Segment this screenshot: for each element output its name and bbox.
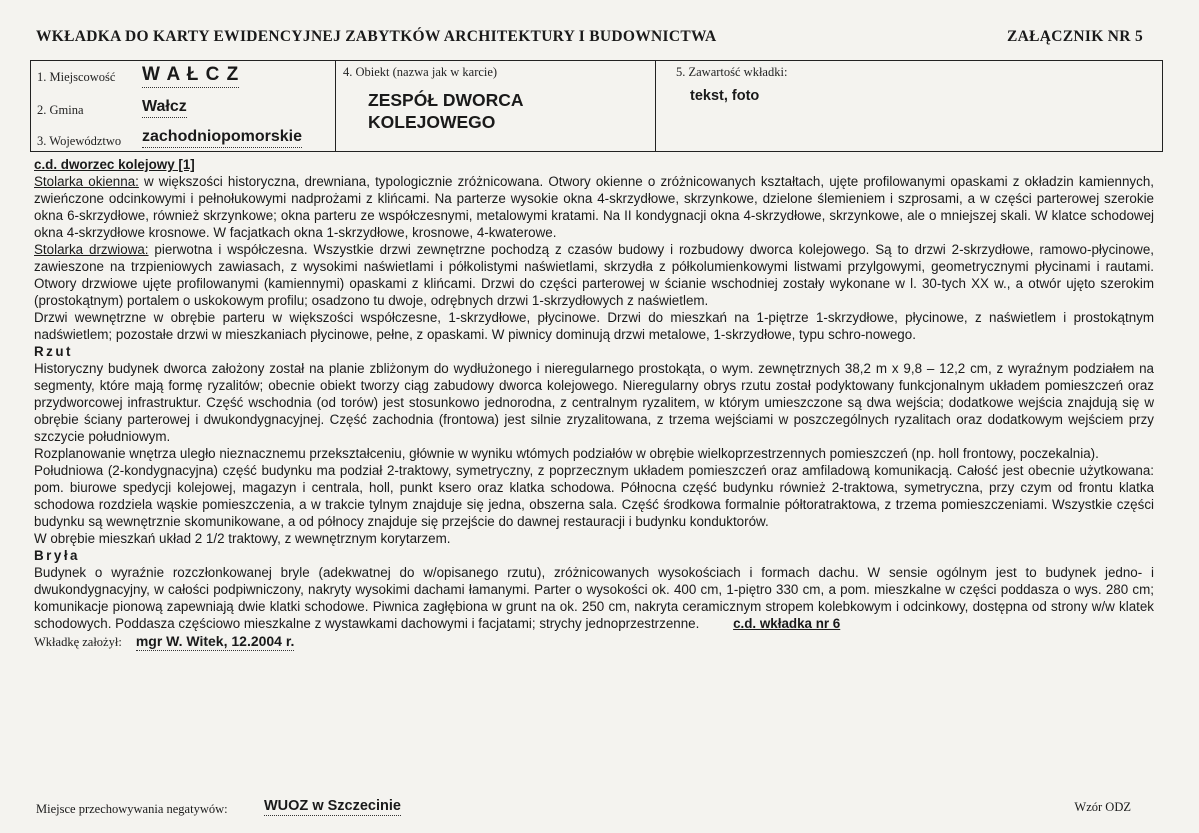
doors-text: pierwotna i współczesna. Wszystkie drzwi zewnętrzne pochodzą z czasów budowy i rozbudowy dworca kolejowego. Są to drzwi 2-skrzydłowe, ramowo-płycinowe, zawieszone na trzpieniowych zawiasach, z wysokimi naświetlami i półkolistymi naświetlami, skrzydła z półkolumienkowymi listwami przylgowymi, geometrycznymi płycinami i rautami. Otwory drzwiowe ujęte profilowanymi (kamiennymi) opaskami z klińcami. Drzwi do części parterowej w ścianie wschodniej zostały wykonane w l. 30-tych XX w., a otwór ujęto szerokim (prostokątnym) portalem o uskokowym profilu; osadzono tu dwoje, odrębnych drzwi 1-skrzydłowych z naświetlem. xyxy=(34,242,1154,308)
annex-number: ZAŁĄCZNIK NR 5 xyxy=(1007,28,1143,45)
document-body xyxy=(34,156,1154,651)
windows-text: w większości historyczna, drewniana, typologicznie zróżnicowana. Otwory okienne o zróżnicowanych kształtach, ujęte profilowanymi opaskami z okładzin kamiennych, zwieńczone odcinkowymi i pełnołukowymi nadprożami z klińcami. Na parterze wysokie okna 4-skrzydłowe, skrzynkowe, dzielone ślemieniem i szprosami, a w części parterowej szerokie okna 6-skrzydłowe, również skrzynkowe; okna parteru ze współczesnymi, metalowymi kratami. Na II kondygnacji okna 4-skrzydłowe, skrzynkowe, ale o mniejszej skali. W klatce schodowej okna 4-skrzydłowe krosnowe. W facjatkach okna 1-skrzydłowe, krosnowe, 4-kwaterowe. xyxy=(34,174,1154,240)
voivodeship-label: 3. Województwo xyxy=(37,134,122,148)
doors-paragraph xyxy=(34,241,1154,309)
plan-heading: Rzut xyxy=(34,344,74,359)
plan-paragraph-1: Historyczny budynek dworca założony został na planie zbliżonym do wydłużonego i nieregularnego prostokąta, o wym. zewnętrznych 38,2 m x 9,8 – 12,2 cm, z wyraźnym podziałem na segmenty, które mają formę ryzalitów; obecnie obiekt tworzy ciąg zabudowy dworca kolejowego. Nieregularny obrys rzutu został podyktowany funkcjonalnym układem pomieszczeń oraz przydworcowej infrastruktur. Część wschodnia (od torów) jest stosunkowo jednorodna, z centralnym ryzalitem, w którym umieszczone są dwa wejścia; dodatkowe wejścia znajdują się w obrębie ściany parterowej i dwukondygnacyjnej. Część zachodnia (frontowa) jest silnie zryzalitowana, z trzema wejściami w poszczególnych ryzalitach oraz dodatkowym wejściem przy szczycie południowym. xyxy=(34,361,1154,444)
metadata-table xyxy=(30,60,1163,152)
prepared-line xyxy=(34,633,1154,651)
windows-paragraph xyxy=(34,173,1154,241)
form-title: WKŁADKA DO KARTY EWIDENCYJNEJ ZABYTKÓW ARCHITEKTURY I BUDOWNICTWA xyxy=(36,28,717,45)
voivodeship-value: zachodniopomorskie xyxy=(142,128,302,148)
object-value-line-2: KOLEJOWEGO xyxy=(368,112,496,132)
mass-text: Budynek o wyraźnie rozczłonkowanej bryle (adekwatnej do w/opisanego rzutu), zróżnicowanych wysokościach i formach dachu. W sensie ogólnym jest to budynek jedno- i dwukondygnacyjny, w całości podpiwniczony, nakryty wysokimi dachami łamanymi. Parter o wysokości ok. 400 cm, 1-piętro 330 cm, a pom. mieszkalne w części poddasza o wys. 280 cm; komunikacje pionową zapewniają dwie klatki schodowe. Piwnica zagłębiona w grunt na ok. 250 cm, nakryta ceramicznym stropem kolebkowym i odcinkowy, dostępna od strony w/w klatek schodowych. Poddasza częściowo mieszkalne z wystawkami dachowymi i facjatami; strychy jednoprzestrzenne. xyxy=(34,565,1154,631)
form-model: Wzór ODZ xyxy=(1074,800,1131,814)
object-value xyxy=(368,89,524,133)
commune-value: Wałcz xyxy=(142,98,187,118)
prepared-value: mgr W. Witek, 12.2004 r. xyxy=(135,633,295,649)
column-divider xyxy=(335,61,336,151)
column-divider xyxy=(655,61,656,151)
contents-value: tekst, foto xyxy=(690,88,760,104)
storage-value: WUOZ w Szczecinie xyxy=(264,798,401,814)
storage-label: Miejsce przechowywania negatywów: xyxy=(36,802,228,816)
locality-label: 1. Miejscowość xyxy=(37,70,116,84)
plan-paragraph-2: Rozplanowanie wnętrza uległo nieznacznemu przekształceniu, głównie w wyniku wtómych podziałów w obrębie wielkoprzestrzennych pomieszczeń (np. holl frontowy, poczekalnia). xyxy=(34,446,1099,461)
mass-heading: Bryła xyxy=(34,548,80,563)
commune-label: 2. Gmina xyxy=(37,103,84,117)
object-label: 4. Obiekt (nazwa jak w karcie) xyxy=(343,65,498,79)
mass-paragraph xyxy=(34,564,1154,632)
section-title: c.d. dworzec kolejowy [1] xyxy=(34,157,195,172)
contents-label: 5. Zawartość wkładki: xyxy=(676,65,788,79)
plan-paragraph-4: W obrębie mieszkań układ 2 1/2 traktowy, z wewnętrznym korytarzem. xyxy=(34,531,451,546)
continued-note: c.d. wkładka nr 6 xyxy=(733,616,841,631)
doors-heading: Stolarka drzwiowa: xyxy=(34,242,149,257)
prepared-label: Wkładkę założył: xyxy=(34,635,122,649)
windows-heading: Stolarka okienna: xyxy=(34,174,139,189)
locality-value: W A Ł C Z xyxy=(142,64,239,88)
doors-inner-paragraph: Drzwi wewnętrzne w obrębie parteru w większości współczesne, 1-skrzydłowe, płycinowe. Drzwi do mieszkań na 1-piętrze 1-skrzydłowe, płycinowe, z naświetlem i prostokątnym nadświetlem; pozostałe drzwi w mieszkaniach płycinowe, pełne, z opaskami. W piwnicy dominują drzwi metalowe, 1-skrzydłowe, typu schro-nowego. xyxy=(34,310,1154,342)
plan-paragraph-3: Południowa (2-kondygnacyjna) część budynku ma podział 2-traktowy, symetryczny, z poprzecznym układem pomieszczeń oraz amfiladową komunikacją. Całość jest obecnie użytkowana: pom. biurowe spedycji kolejowej, magazyn i centrala, holl, punkt ksero oraz klatka schodowa. Północna część budynku również 2-traktowa, symetryczna, przy czym od frontu klatka schodowa rozdziela wąskie pomieszczenia, a w trakcie tylnym znajduje się jedna, obszerna sala. Część środkowa formalnie półtoratraktowa, z trzema pomieszczeniami. Wszystkie części budynku są wewnętrznie skomunikowane, a od północy znajduje się przejście do dawnej restauracji i budynku konduktorów. xyxy=(34,463,1154,529)
object-value-line-1: ZESPÓŁ DWORCA xyxy=(368,90,524,110)
